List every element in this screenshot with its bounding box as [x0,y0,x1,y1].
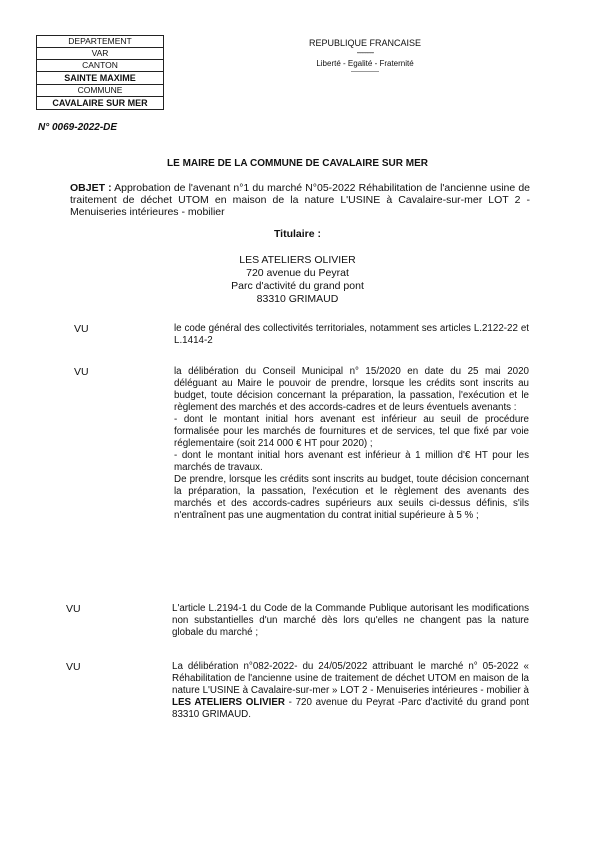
vu-2-paragraph-2: - dont le montant initial hors avenant est inférieur au seuil de procédure formalisée pour les marchés de fournitures et de services, tel que fixé par voie réglementaire (soit 214 000 € HT pour 2020) ; [174,414,529,449]
maire-title: LE MAIRE DE LA COMMUNE DE CAVALAIRE SUR MER [167,158,428,169]
vu-2-paragraph-3: - dont le montant initial hors avenant est inférieur à 1 million d'€ HT pour les marchés de travaux. [174,450,529,473]
address-line-3: Parc d'activité du grand pont [231,280,364,292]
republique-motto: Liberté - Egalité - Fraternité [316,59,414,68]
sainte-maxime-label: SAINTE MAXIME [37,72,163,85]
cavalaire-label: CAVALAIRE SUR MER [52,98,148,108]
vu-2-paragraph-4: De prendre, lorsque les crédits sont inscrits au budget, toute décision concernant la préparation, la passation, l'exécution et le règlement des avenants des marchés et des accords-cadres supérieurs aux seuils ci-dessus définis, s'ils n'entraînent pas une augmentation du contrat initial supérieure à 5 % ; [174,474,529,521]
vu-2-paragraph-1: la délibération du Conseil Municipal n° 15/2020 en date du 25 mai 2020 déléguant au Maire le pouvoir de prendre, lorsque les crédits sont inscrits au budget, toute décision concernant la préparation, la passation, l'exécution et le règlement des marchés et des accords-cadres et de leurs éventuels avenants : [174,366,529,413]
vu-4-text [172,661,529,721]
address-line-2: 720 avenue du Peyrat [246,267,349,279]
canton-label: CANTON [37,60,163,72]
vu-label-3: VU [66,603,81,615]
objet-text: Approbation de l'avenant n°1 du marché N°05-2022 Réhabilitation de l'ancienne usine de traitement de déchet UTOM en maison de la nature L'USINE à Cavalaire-sur-mer LOT 2 - Menuiseries intérieures - mobilier [70,182,531,218]
titulaire-heading: Titulaire : [273,228,322,240]
objet-label: OBJET : [70,182,112,194]
administrative-header-box [36,35,164,110]
republique-dash: ---------- [356,48,374,57]
vu-2-block [174,366,529,522]
vu-4-text-part-2: - 720 avenue du Peyrat -Parc d'activité du grand pont 83310 GRIMAUD. [172,697,529,720]
vu-label-1: VU [74,323,89,335]
departement-label: DEPARTEMENT [37,36,163,48]
commune-label: COMMUNE [37,85,163,97]
vu-4-text-part-1: La délibération n°082-2022- du 24/05/2022 attribuant le marché n° 05-2022 « Réhabilitation de l'ancienne usine de traitement de déchet UTOM en maison de la nature L'USINE à Cavalaire-sur-mer » LOT 2 - Menuiseries intérieures - mobilier à [172,661,529,696]
vu-4-company-name: LES ATELIERS OLIVIER [172,697,285,708]
vu-1-text: le code général des collectivités territoriales, notamment ses articles L.2122-22 et L.1414-2 [174,323,529,346]
titulaire-address [0,254,595,306]
decorative-divider [351,71,379,72]
vu-label-4: VU [66,661,81,673]
republique-header [290,38,440,72]
objet-paragraph [70,182,530,218]
vu-label-2: VU [74,366,89,378]
decision-reference: N° 0069-2022-DE [38,122,118,133]
republique-title: REPUBLIQUE FRANCAISE [308,38,422,48]
address-line-1: LES ATELIERS OLIVIER [239,254,356,266]
var-label: VAR [37,48,163,60]
address-line-4: 83310 GRIMAUD [256,293,339,305]
vu-3-text: L'article L.2194-1 du Code de la Commande Publique autorisant les modifications non substantielles d'un marché dès lors qu'elles ne changent pas la nature globale du marché ; [172,603,529,638]
